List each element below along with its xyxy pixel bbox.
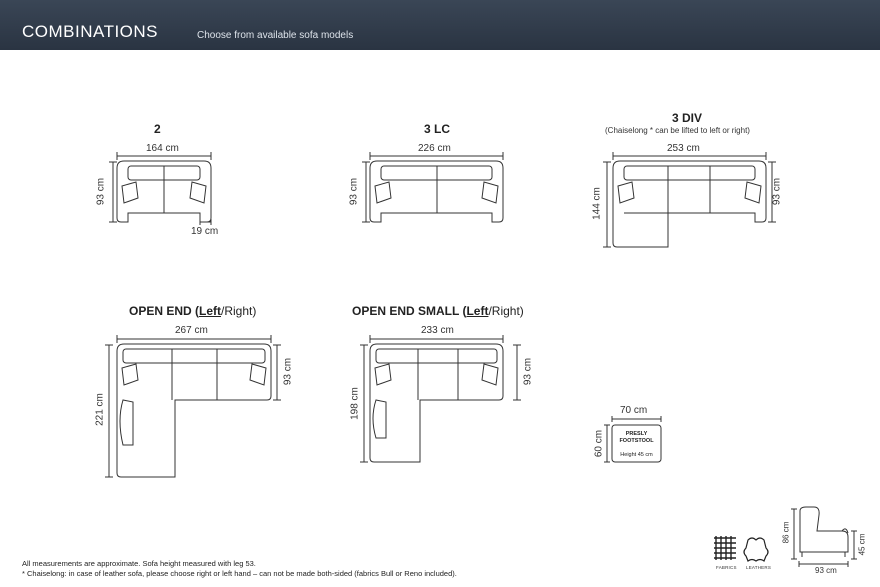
- sofa-3div-width: 253 cm: [667, 143, 700, 154]
- side-view-depth: 93 cm: [815, 566, 837, 575]
- sofa-3lc-title: 3 LC: [424, 122, 451, 136]
- fabrics-label: FABRICS: [716, 565, 737, 570]
- footstool-depth: 60 cm: [593, 429, 605, 458]
- sofa-2-title: 2: [154, 122, 161, 136]
- leathers-label: LEATHERS: [746, 565, 772, 570]
- footstool-name-1: PRESLY: [625, 431, 648, 437]
- sofa-2-arm: 19 cm: [191, 226, 219, 237]
- sofa-3div-chaise-depth: 144 cm: [591, 187, 603, 220]
- footstool-height: Height 45 cm: [620, 452, 653, 458]
- sofa-3div-note: (Chaiselong * can be lifted to left or right): [605, 126, 750, 135]
- sofa-2-width: 164 cm: [146, 143, 179, 154]
- open-end-small-width: 233 cm: [421, 325, 454, 336]
- open-end-width: 267 cm: [175, 325, 208, 336]
- page-title: COMBINATIONS: [22, 22, 159, 41]
- fabrics-icon: [714, 536, 736, 560]
- sofa-3lc-drawing: [362, 152, 503, 222]
- sofa-3div-drawing: [603, 152, 776, 247]
- sofa-3lc-depth: 93 cm: [348, 177, 360, 206]
- footer-line-1: All measurements are approximate. Sofa height measured with leg 53.: [22, 559, 256, 568]
- footstool-name-2: FOOTSTOOL: [619, 438, 654, 444]
- leathers-icon: [744, 538, 768, 561]
- sofa-3div-title: 3 DIV: [672, 111, 703, 125]
- side-view-seat: 45 cm: [857, 533, 867, 556]
- sofa-2-drawing: [109, 152, 211, 225]
- page-subtitle: Choose from available sofa models: [197, 30, 354, 41]
- sofa-3lc-width: 226 cm: [418, 143, 451, 154]
- open-end-small-title: OPEN END SMALL (Left/Right): [352, 304, 524, 318]
- sofa-open-end-small-drawing: [360, 335, 521, 462]
- side-view-height: 86 cm: [781, 521, 791, 544]
- open-end-depth: 93 cm: [282, 357, 294, 386]
- footstool-width: 70 cm: [620, 405, 648, 416]
- open-end-small-chaise-depth: 198 cm: [349, 387, 361, 420]
- sofa-3div-depth: 93 cm: [771, 177, 783, 206]
- side-view-drawing: [791, 507, 857, 567]
- footer-line-2: * Chaiselong: in case of leather sofa, please choose right or left hand – can not be made both-sided (fabrics Bull or Reno included).: [22, 569, 457, 578]
- sofa-open-end-drawing: [105, 335, 281, 477]
- open-end-title: OPEN END (Left/Right): [129, 304, 257, 318]
- open-end-small-depth: 93 cm: [522, 357, 534, 386]
- sofa-2-depth: 93 cm: [95, 177, 107, 206]
- open-end-chaise-depth: 221 cm: [94, 393, 106, 426]
